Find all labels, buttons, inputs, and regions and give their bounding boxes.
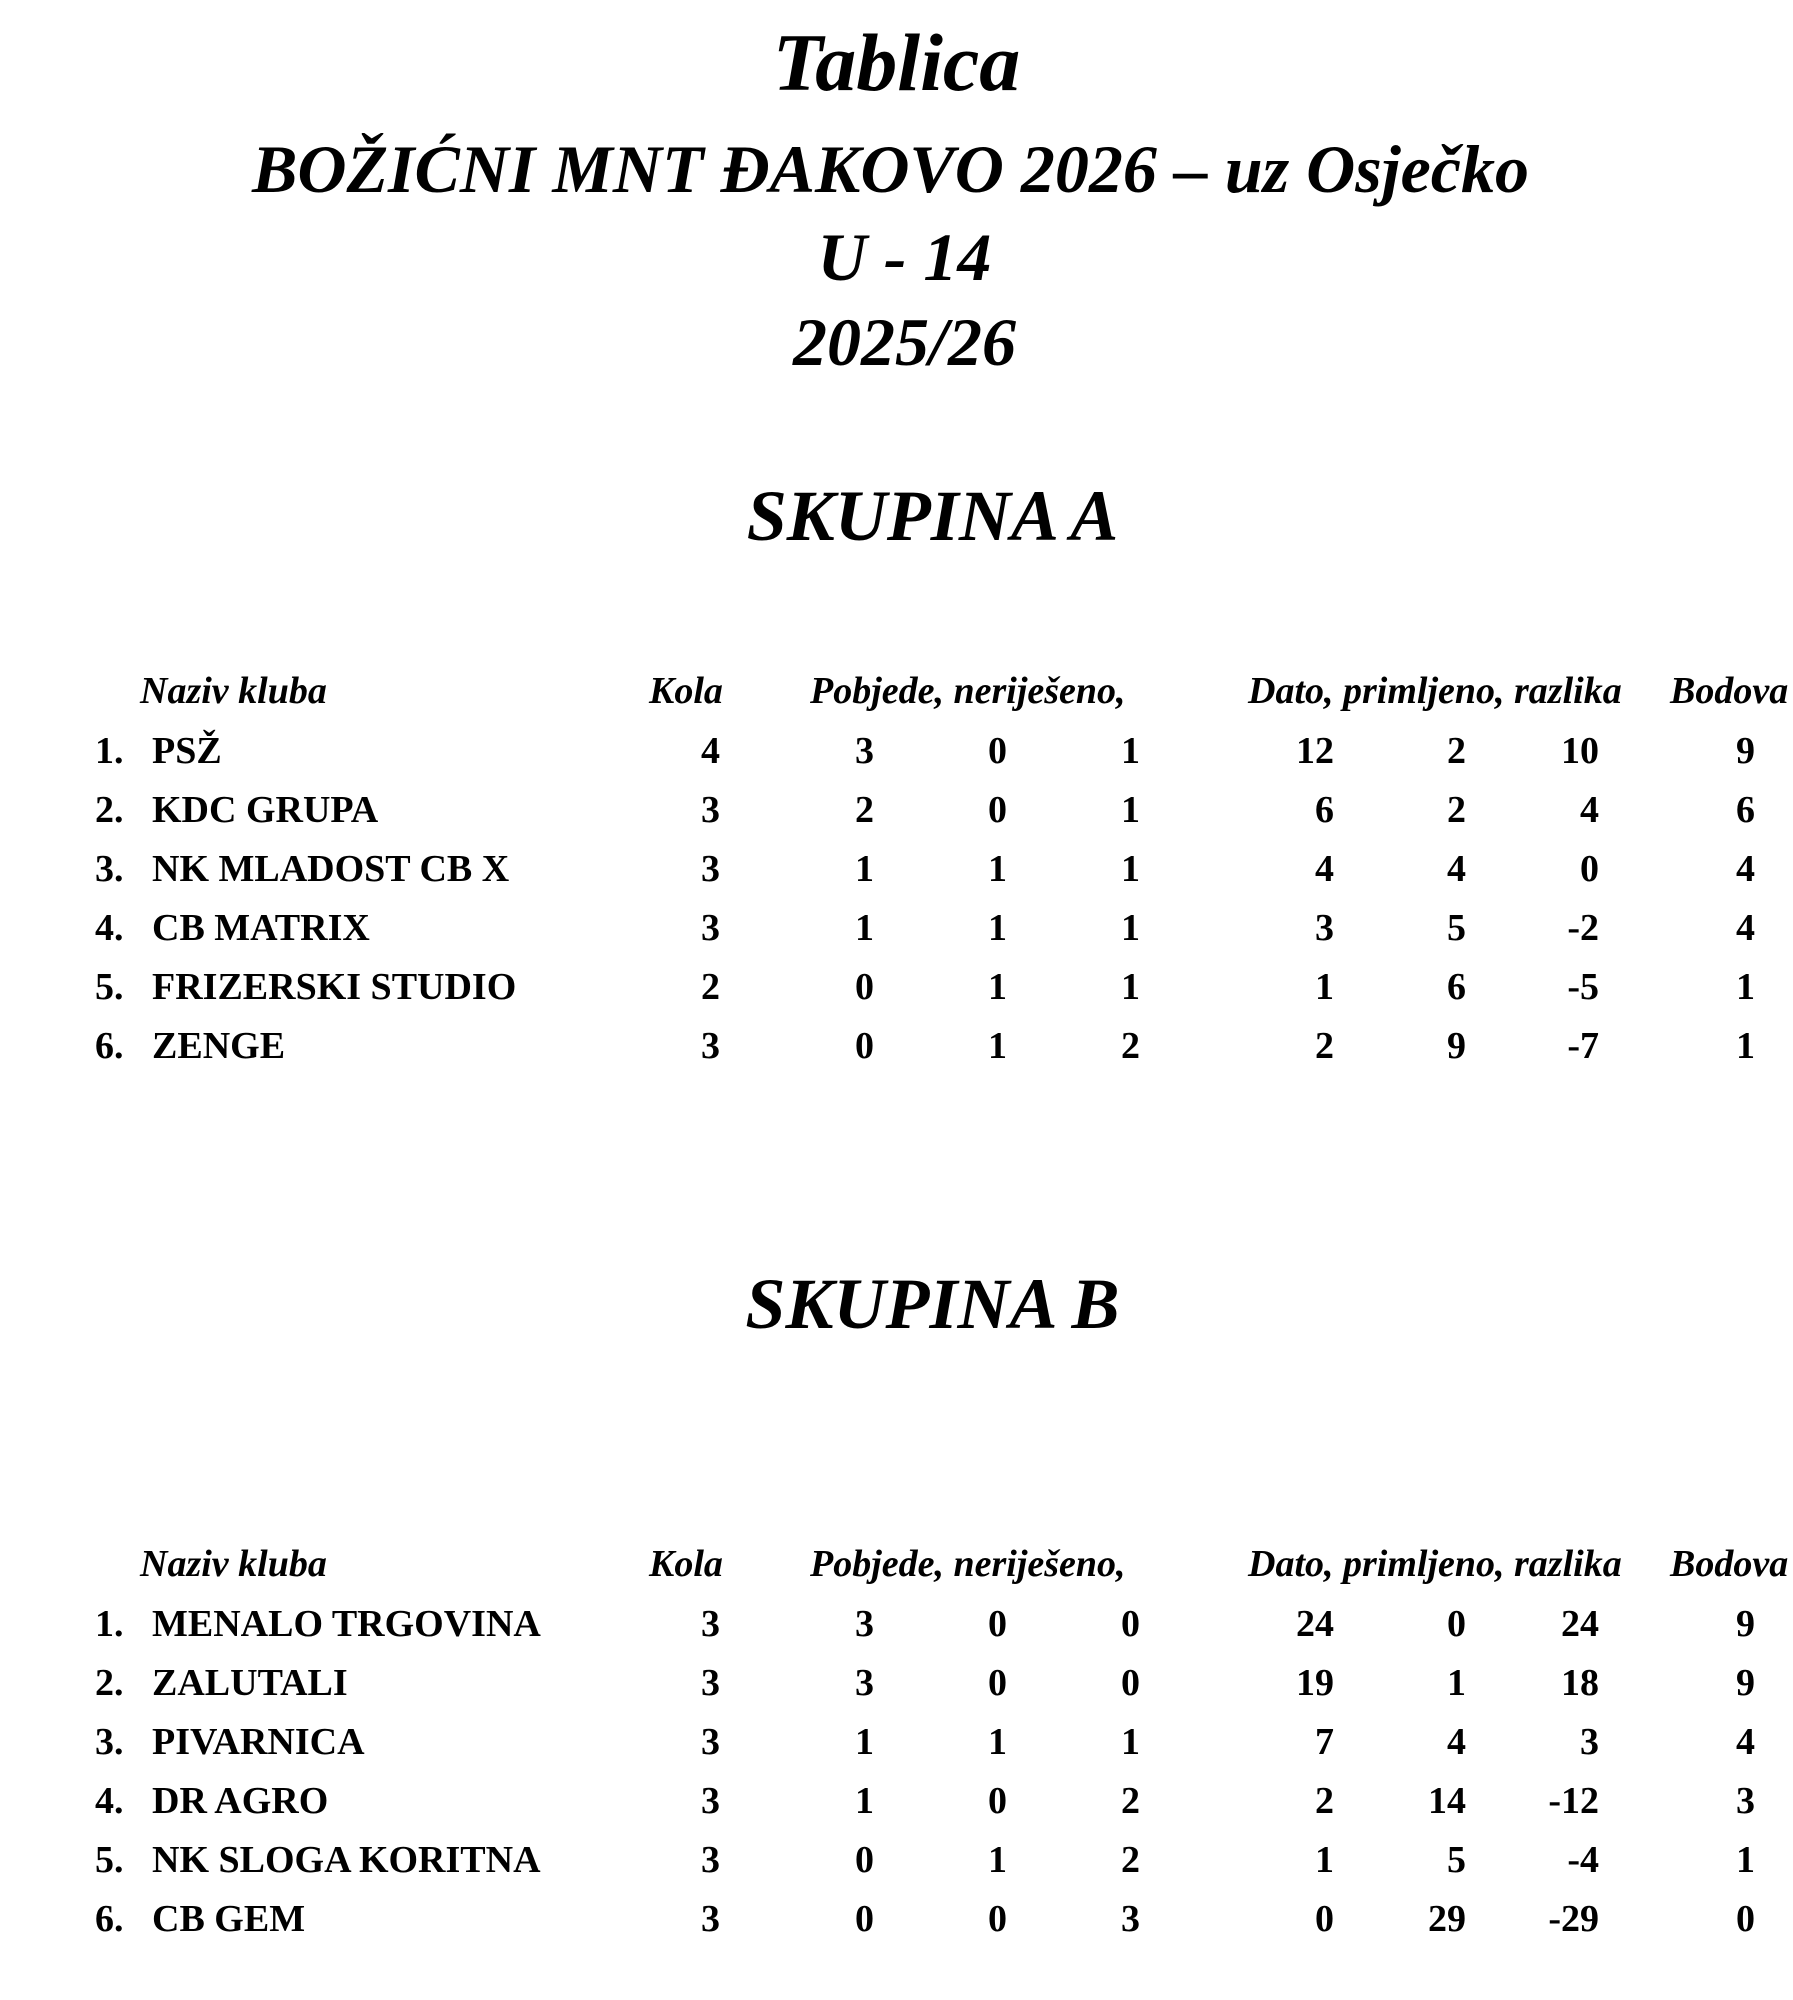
goals-for-cell: 7 [1315,1721,1334,1763]
goal-difference-cell: 10 [1561,730,1599,772]
table-row [0,1716,1793,1775]
rank-cell: 1. [95,730,124,772]
goals-for-cell: 2 [1315,1780,1334,1822]
table-row [0,902,1793,961]
goal-difference-cell: -7 [1567,1025,1599,1067]
losses-cell: 1 [1121,789,1140,831]
goal-difference-cell: 3 [1580,1721,1599,1763]
goals-for-cell: 19 [1296,1662,1334,1704]
losses-cell: 2 [1121,1839,1140,1881]
goal-difference-cell: 18 [1561,1662,1599,1704]
points-cell: 1 [1736,966,1755,1008]
points-cell: 4 [1736,1721,1755,1763]
column-header-points: Bodova [1670,1543,1789,1585]
goals-against-cell: 2 [1447,730,1466,772]
column-header-goals: Dato, primljeno, razlika [1248,670,1622,712]
goal-difference-cell: -12 [1548,1780,1599,1822]
column-header-wdl: Pobjede, neriješeno, [810,670,1126,712]
points-cell: 9 [1736,1662,1755,1704]
points-cell: 3 [1736,1780,1755,1822]
rank-cell: 6. [95,1898,124,1940]
goals-for-cell: 1 [1315,966,1334,1008]
losses-cell: 2 [1121,1780,1140,1822]
rank-cell: 5. [95,966,124,1008]
table-row [0,843,1793,902]
played-cell: 3 [701,1603,720,1645]
losses-cell: 2 [1121,1025,1140,1067]
goal-difference-cell: -2 [1567,907,1599,949]
played-cell: 3 [701,1898,720,1940]
losses-cell: 1 [1121,1721,1140,1763]
wins-cell: 0 [855,966,874,1008]
played-cell: 3 [701,1025,720,1067]
column-header-rounds: Kola [649,670,723,712]
played-cell: 4 [701,730,720,772]
draws-cell: 1 [988,1839,1007,1881]
table-row [0,1834,1793,1893]
goals-for-cell: 4 [1315,848,1334,890]
table-row [0,1657,1793,1716]
draws-cell: 1 [988,1025,1007,1067]
group-a-title: SKUPINA A [746,476,1119,556]
table-row [0,1598,1793,1657]
wins-cell: 3 [855,730,874,772]
goal-difference-cell: 4 [1580,789,1599,831]
season: 2025/26 [793,304,1016,380]
draws-cell: 1 [988,1721,1007,1763]
column-header-rounds: Kola [649,1543,723,1585]
column-header-club: Naziv kluba [140,1543,327,1585]
draws-cell: 0 [988,1780,1007,1822]
tournament-name: BOŽIĆNI MNT ĐAKOVO 2026 – uz Osječko [252,131,1529,207]
wins-cell: 0 [855,1025,874,1067]
rank-cell: 2. [95,1662,124,1704]
group-b-title: SKUPINA B [745,1264,1120,1344]
rank-cell: 4. [95,1780,124,1822]
table-header [0,1538,1793,1598]
rank-cell: 3. [95,1721,124,1763]
draws-cell: 1 [988,966,1007,1008]
club-name-cell: CB MATRIX [152,907,370,949]
draws-cell: 1 [988,848,1007,890]
rank-cell: 4. [95,907,124,949]
wins-cell: 1 [855,848,874,890]
played-cell: 3 [701,907,720,949]
goals-against-cell: 6 [1447,966,1466,1008]
wins-cell: 0 [855,1898,874,1940]
losses-cell: 0 [1121,1603,1140,1645]
table-row [0,1775,1793,1834]
wins-cell: 3 [855,1603,874,1645]
wins-cell: 2 [855,789,874,831]
document-title: Tablica [772,17,1021,108]
club-name-cell: PIVARNICA [152,1721,365,1763]
table-row [0,1020,1793,1079]
draws-cell: 0 [988,1662,1007,1704]
column-header-club: Naziv kluba [140,670,327,712]
rank-cell: 5. [95,1839,124,1881]
goal-difference-cell: 24 [1561,1603,1599,1645]
group-a-table [0,665,1793,1079]
goals-for-cell: 1 [1315,1839,1334,1881]
played-cell: 3 [701,1662,720,1704]
group-b-table [0,1538,1793,1952]
points-cell: 1 [1736,1839,1755,1881]
points-cell: 9 [1736,1603,1755,1645]
draws-cell: 1 [988,907,1007,949]
goals-against-cell: 4 [1447,1721,1466,1763]
table-row [0,961,1793,1020]
played-cell: 3 [701,789,720,831]
points-cell: 4 [1736,848,1755,890]
goals-against-cell: 5 [1447,1839,1466,1881]
wins-cell: 1 [855,1780,874,1822]
table-row [0,1893,1793,1952]
points-cell: 4 [1736,907,1755,949]
played-cell: 3 [701,1839,720,1881]
wins-cell: 3 [855,1662,874,1704]
club-name-cell: ZALUTALI [152,1662,348,1704]
age-category: U - 14 [817,219,992,295]
points-cell: 9 [1736,730,1755,772]
played-cell: 3 [701,1721,720,1763]
goals-against-cell: 14 [1428,1780,1466,1822]
rank-cell: 3. [95,848,124,890]
table-row [0,725,1793,784]
goals-against-cell: 29 [1428,1898,1466,1940]
goals-against-cell: 0 [1447,1603,1466,1645]
club-name-cell: FRIZERSKI STUDIO [152,966,517,1008]
goals-for-cell: 24 [1296,1603,1334,1645]
losses-cell: 3 [1121,1898,1140,1940]
goals-for-cell: 2 [1315,1025,1334,1067]
losses-cell: 1 [1121,730,1140,772]
wins-cell: 1 [855,907,874,949]
club-name-cell: DR AGRO [152,1780,329,1822]
table-header [0,665,1793,725]
club-name-cell: MENALO TRGOVINA [152,1603,541,1645]
goals-for-cell: 0 [1315,1898,1334,1940]
rank-cell: 2. [95,789,124,831]
wins-cell: 0 [855,1839,874,1881]
club-name-cell: PSŽ [152,730,222,772]
played-cell: 3 [701,848,720,890]
club-name-cell: KDC GRUPA [152,789,379,831]
club-name-cell: NK MLADOST CB X [152,848,510,890]
points-cell: 0 [1736,1898,1755,1940]
goals-against-cell: 1 [1447,1662,1466,1704]
draws-cell: 0 [988,1898,1007,1940]
draws-cell: 0 [988,730,1007,772]
goals-against-cell: 2 [1447,789,1466,831]
draws-cell: 0 [988,789,1007,831]
losses-cell: 1 [1121,966,1140,1008]
losses-cell: 0 [1121,1662,1140,1704]
points-cell: 1 [1736,1025,1755,1067]
goal-difference-cell: -4 [1567,1839,1599,1881]
wins-cell: 1 [855,1721,874,1763]
goals-against-cell: 5 [1447,907,1466,949]
column-header-points: Bodova [1670,670,1789,712]
column-header-goals: Dato, primljeno, razlika [1248,1543,1622,1585]
goals-against-cell: 4 [1447,848,1466,890]
goal-difference-cell: 0 [1580,848,1599,890]
column-header-wdl: Pobjede, neriješeno, [810,1543,1126,1585]
club-name-cell: NK SLOGA KORITNA [152,1839,541,1881]
points-cell: 6 [1736,789,1755,831]
goals-for-cell: 3 [1315,907,1334,949]
losses-cell: 1 [1121,907,1140,949]
rank-cell: 6. [95,1025,124,1067]
goals-against-cell: 9 [1447,1025,1466,1067]
rank-cell: 1. [95,1603,124,1645]
played-cell: 3 [701,1780,720,1822]
goals-for-cell: 6 [1315,789,1334,831]
played-cell: 2 [701,966,720,1008]
club-name-cell: CB GEM [152,1898,306,1940]
goal-difference-cell: -5 [1567,966,1599,1008]
draws-cell: 0 [988,1603,1007,1645]
club-name-cell: ZENGE [152,1025,286,1067]
goal-difference-cell: -29 [1548,1898,1599,1940]
goals-for-cell: 12 [1296,730,1334,772]
losses-cell: 1 [1121,848,1140,890]
table-row [0,784,1793,843]
